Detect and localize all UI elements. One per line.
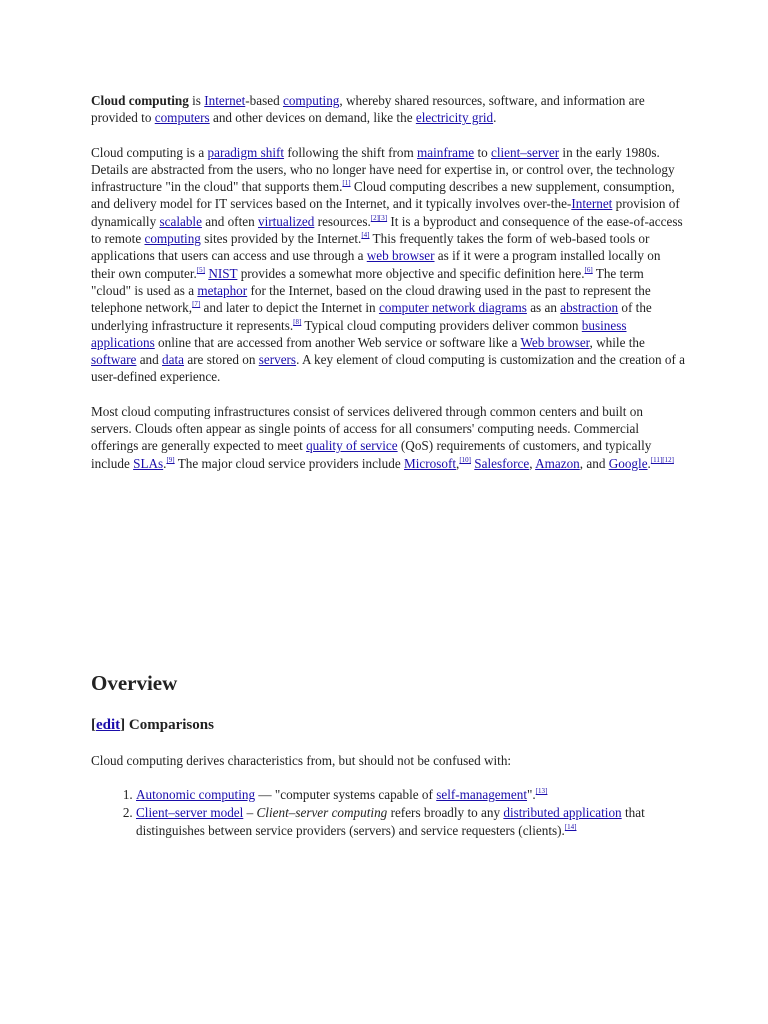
intro-paragraph bbox=[91, 92, 686, 127]
link-client-server-model[interactable]: Client–server model bbox=[136, 805, 244, 821]
text-run: sites provided by the Internet. bbox=[200, 231, 362, 247]
text-run: and often bbox=[201, 213, 258, 229]
ref-4[interactable]: [4] bbox=[361, 231, 370, 240]
text-run: . A key element of cloud computing is customization and the creation of a user-defined experience. bbox=[91, 352, 686, 385]
text-run: online that are accessed from another Web service or software like a bbox=[154, 334, 521, 350]
overview-heading: Overview bbox=[91, 671, 178, 695]
text-run: – bbox=[243, 805, 257, 821]
link-network-diagrams[interactable]: computer network diagrams bbox=[378, 300, 527, 316]
text-run: of the underlying infrastructure it represents. bbox=[91, 300, 652, 333]
link-business-applications[interactable]: business applications bbox=[91, 317, 627, 350]
text-run: It is a byproduct and consequence of the ease-of-access to remote bbox=[91, 213, 683, 247]
text-run: for the Internet, based on the cloud drawing used in the past to represent the telephone network, bbox=[91, 282, 651, 316]
text-run: The term "cloud" is used as a bbox=[91, 265, 644, 298]
text-run: Typical cloud computing providers deliver common bbox=[301, 317, 582, 333]
definition-paragraph bbox=[91, 144, 686, 386]
link-autonomic-computing[interactable]: Autonomic computing bbox=[136, 787, 256, 802]
bracket-open: [ bbox=[91, 717, 96, 733]
link-paradigm-shift[interactable]: paradigm shift bbox=[207, 144, 285, 160]
link-computers[interactable]: computers bbox=[154, 110, 210, 126]
text-run: that distinguishes between service providers (servers) and service requesters (clients). bbox=[136, 805, 645, 838]
text-run: and other devices on demand, like the bbox=[209, 110, 416, 126]
edit-link[interactable]: edit bbox=[96, 717, 121, 733]
ref-10[interactable]: [10] bbox=[459, 455, 471, 464]
link-web-browser-2[interactable]: Web browser bbox=[520, 334, 590, 350]
link-internet[interactable]: Internet bbox=[204, 93, 246, 108]
link-salesforce[interactable]: Salesforce bbox=[474, 455, 530, 471]
text-run: , whereby shared resources, software, and information are provided to bbox=[91, 93, 645, 126]
text-run: . bbox=[647, 455, 651, 471]
link-microsoft[interactable]: Microsoft bbox=[404, 455, 457, 471]
text-run: . bbox=[163, 455, 167, 471]
ref-6[interactable]: [6] bbox=[584, 265, 593, 274]
ref-7[interactable]: [7] bbox=[192, 300, 201, 309]
link-computing-2[interactable]: computing bbox=[144, 231, 201, 247]
ref-9[interactable]: [9] bbox=[166, 455, 175, 464]
ref-5[interactable]: [5] bbox=[196, 265, 206, 274]
text-run: as an bbox=[526, 300, 561, 316]
link-self-management[interactable]: self-management bbox=[436, 787, 528, 802]
comparisons-list bbox=[91, 786, 696, 840]
text-run: are stored on bbox=[184, 352, 259, 368]
text-run: refers broadly to any bbox=[387, 805, 504, 821]
text-run: in the early 1980s. Details are abstracted from the users, who no longer have need for expertise in, or control over, the technology infrastructure "in the cloud" that supports them. bbox=[91, 144, 675, 195]
link-mainframe[interactable]: mainframe bbox=[417, 144, 475, 160]
link-abstraction[interactable]: abstraction bbox=[560, 300, 619, 316]
article-body bbox=[91, 92, 686, 472]
text-run: and bbox=[136, 352, 163, 368]
text-run: -based bbox=[245, 93, 283, 108]
text-run: Cloud computing describes a new supplement, consumption, and delivery model for IT services based on the Internet, and it typically involves over-the- bbox=[91, 179, 675, 212]
link-distributed-application[interactable]: distributed application bbox=[503, 805, 622, 821]
text-run: provision of dynamically bbox=[91, 196, 680, 229]
text-run: This frequently takes the form of web-based tools or applications that users can access and use through a bbox=[91, 231, 650, 264]
link-virtualized[interactable]: virtualized bbox=[257, 213, 315, 229]
text-run: , while the bbox=[589, 334, 645, 350]
italic-term: Client–server computing bbox=[256, 805, 388, 821]
link-amazon[interactable]: Amazon bbox=[535, 455, 580, 471]
ref-1[interactable]: [1] bbox=[342, 179, 351, 188]
link-computing[interactable]: computing bbox=[282, 93, 340, 108]
link-electricity-grid[interactable]: electricity grid bbox=[415, 110, 494, 126]
text-run: and later to depict the Internet in bbox=[200, 300, 379, 316]
link-web-browser[interactable]: web browser bbox=[366, 248, 435, 264]
link-internet-2[interactable]: Internet bbox=[571, 196, 613, 212]
link-servers[interactable]: servers bbox=[258, 352, 297, 368]
link-quality-of-service[interactable]: quality of service bbox=[306, 438, 398, 454]
comparisons-heading bbox=[91, 715, 214, 735]
text-run: to bbox=[474, 144, 491, 160]
ref-2-3[interactable]: [2][3] bbox=[370, 213, 388, 222]
text-run: provides a somewhat more objective and specific definition here. bbox=[237, 265, 585, 281]
text-run: , bbox=[529, 455, 536, 471]
link-software[interactable]: software bbox=[91, 352, 137, 368]
list-item bbox=[136, 786, 696, 803]
text-run: Most cloud computing infrastructures consist of services delivered through common centers and built on servers. Clouds often appear as single points of access for all consumers' computing needs. Commercial offerings are generally expected to meet bbox=[91, 403, 643, 454]
ref-14[interactable]: [14] bbox=[564, 822, 577, 831]
ref-13[interactable]: [13] bbox=[535, 787, 548, 795]
text-run: ". bbox=[527, 787, 536, 802]
text-run: The major cloud service providers include bbox=[174, 455, 405, 471]
bold-term: Cloud computing bbox=[91, 93, 189, 108]
list-item bbox=[136, 804, 696, 839]
ref-8[interactable]: [8] bbox=[293, 317, 302, 326]
text-run: , bbox=[456, 455, 460, 471]
text-run: . bbox=[493, 110, 497, 126]
text-run: , and bbox=[579, 455, 609, 471]
link-nist[interactable]: NIST bbox=[208, 265, 238, 281]
comparisons-intro: Cloud computing derives characteristics from, but should not be confused with: bbox=[91, 753, 512, 768]
infrastructure-paragraph bbox=[91, 403, 686, 472]
link-scalable[interactable]: scalable bbox=[159, 213, 202, 229]
text-run: (QoS) requirements of customers, and typically include bbox=[91, 438, 652, 471]
bracket-close: ] bbox=[120, 717, 126, 733]
link-data[interactable]: data bbox=[162, 352, 185, 368]
link-client-server[interactable]: client–server bbox=[491, 144, 560, 160]
text-run: Cloud computing is a bbox=[91, 144, 208, 160]
text-run: resources. bbox=[314, 213, 371, 229]
link-google[interactable]: Google bbox=[608, 455, 648, 471]
text-run: following the shift from bbox=[284, 144, 418, 160]
comparisons-title: Comparisons bbox=[125, 717, 214, 733]
link-metaphor[interactable]: metaphor bbox=[197, 282, 248, 298]
ref-11-12[interactable]: [11][12] bbox=[650, 455, 674, 464]
text-run: — "computer systems capable of bbox=[255, 787, 437, 802]
text-run: as if it were a program installed locally on their own computer. bbox=[91, 248, 661, 281]
text-run: is bbox=[188, 93, 205, 108]
link-slas[interactable]: SLAs bbox=[133, 455, 164, 471]
